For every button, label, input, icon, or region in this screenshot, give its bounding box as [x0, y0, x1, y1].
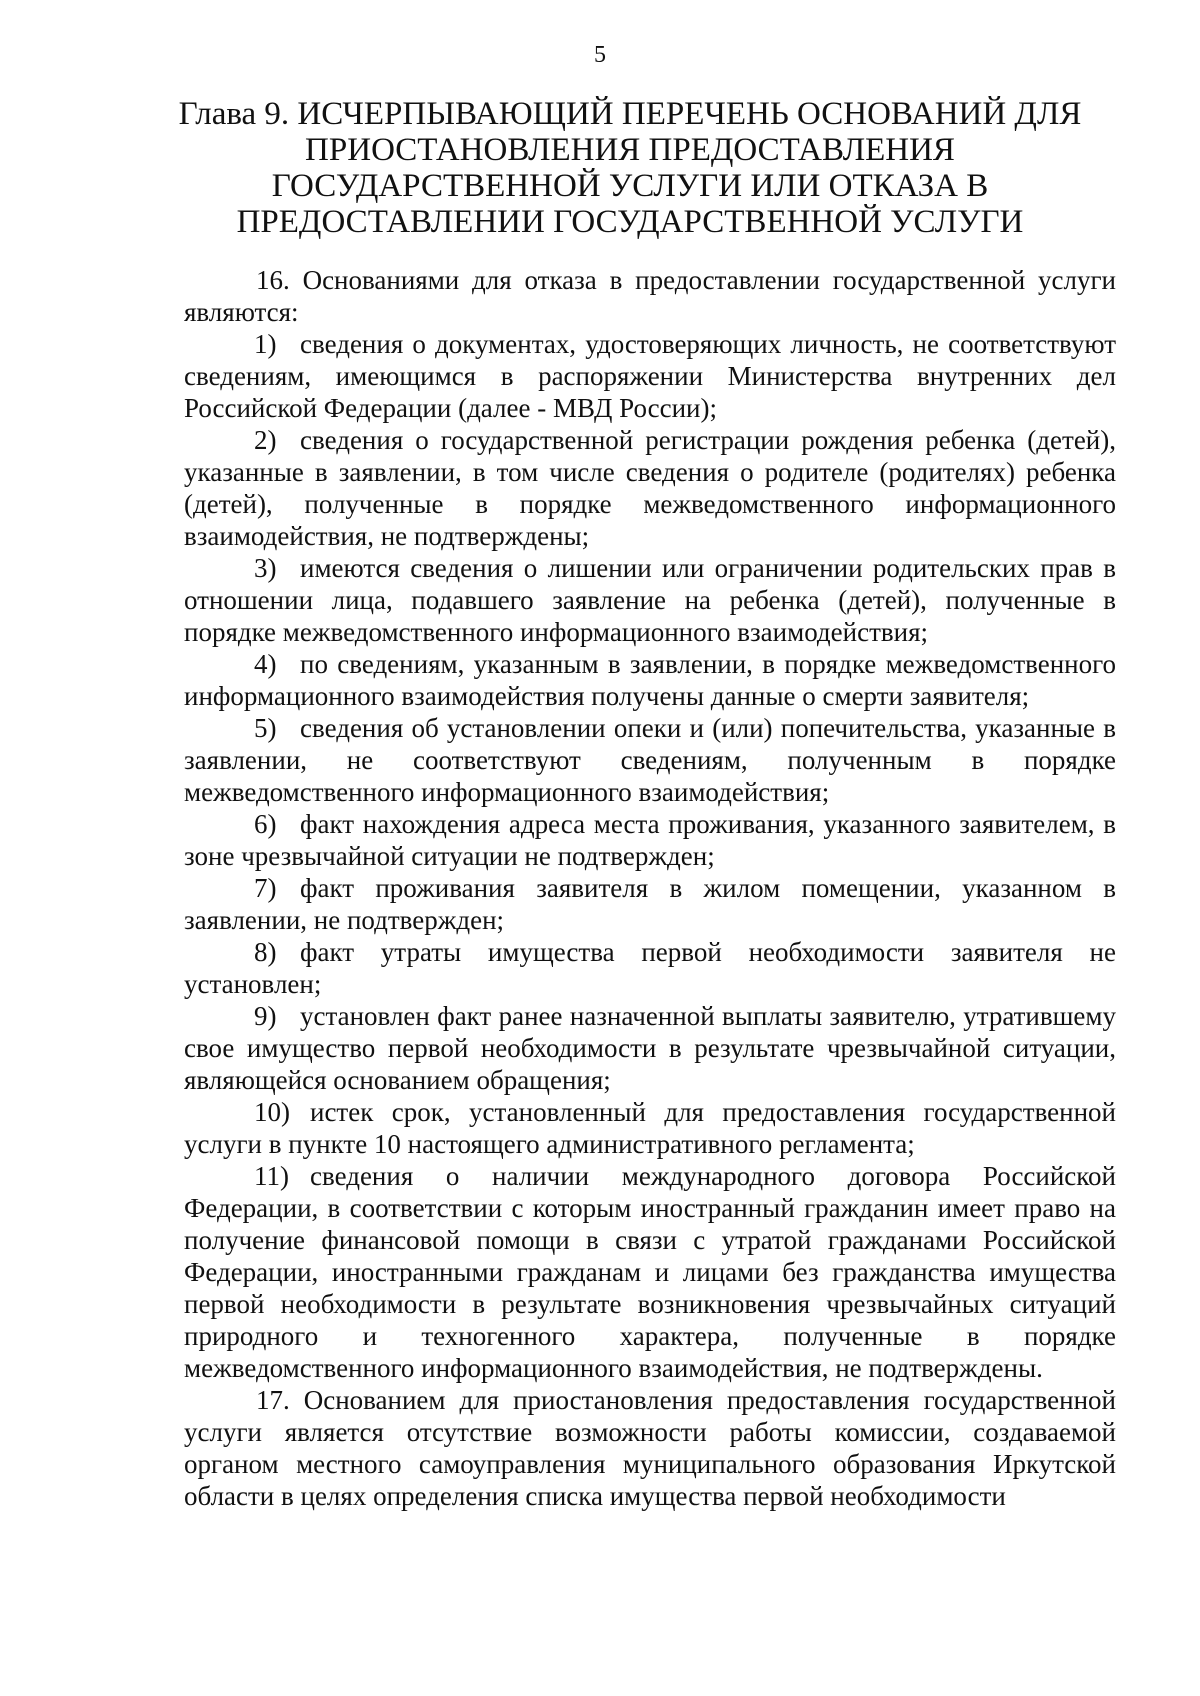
document-body: [184, 264, 1116, 1512]
list-item-text: по сведениям, указанным в заявлении, в порядке межведомственного информационного взаимодействия получены данные о смерти заявителя;: [184, 649, 1116, 711]
list-item-number: 11): [254, 1161, 289, 1191]
list-item-number: 1): [254, 329, 277, 359]
list-item-1: [184, 328, 1116, 424]
list-item-7: [184, 872, 1116, 936]
paragraph-text: 17. Основанием для приостановления предоставления государственной услуги является отсутствие возможности работы комиссии, создаваемой органом местного самоуправления муниципального образования Иркутской области в целях определения списка имущества первой необходимости: [184, 1385, 1116, 1511]
list-item-9: [184, 1000, 1116, 1096]
list-item-5: [184, 712, 1116, 808]
list-item-text: факт проживания заявителя в жилом помещении, указанном в заявлении, не подтвержден;: [184, 873, 1116, 935]
list-item-11: [184, 1160, 1116, 1384]
list-item-text: факт нахождения адреса места проживания, указанного заявителем, в зоне чрезвычайной ситуации не подтвержден;: [184, 809, 1116, 871]
list-item-text: сведения об установлении опеки и (или) попечительства, указанные в заявлении, не соответствуют сведениям, полученным в порядке межведомственного информационного взаимодействия;: [184, 713, 1116, 807]
list-item-text: сведения о государственной регистрации рождения ребенка (детей), указанные в заявлении, в том числе сведения о родителе (родителях) ребенка (детей), полученные в порядке межведомственного информационного взаимодействия, не подтверждены;: [184, 425, 1116, 551]
list-item-10: [184, 1096, 1116, 1160]
chapter-title: Глава 9. ИСЧЕРПЫВАЮЩИЙ ПЕРЕЧЕНЬ ОСНОВАНИЙ ДЛЯ ПРИОСТАНОВЛЕНИЯ ПРЕДОСТАВЛЕНИЯ ГОСУДАРСТВЕННОЙ УСЛУГИ ИЛИ ОТКАЗА В ПРЕДОСТАВЛЕНИИ ГОСУДАРСТВЕННОЙ УСЛУГИ: [178, 96, 1082, 240]
paragraph-text: 16. Основаниями для отказа в предоставлении государственной услуги являются:: [184, 265, 1116, 327]
list-item-number: 10): [254, 1097, 290, 1127]
list-item-text: факт утраты имущества первой необходимости заявителя не установлен;: [184, 937, 1116, 999]
list-item-text: имеются сведения о лишении или ограничении родительских прав в отношении лица, подавшего заявление на ребенка (детей), полученные в порядке межведомственного информационного взаимодействия;: [184, 553, 1116, 647]
paragraph-17: [184, 1384, 1116, 1512]
list-item-number: 6): [254, 809, 277, 839]
page-number: 5: [594, 42, 606, 68]
list-item-3: [184, 552, 1116, 648]
list-item-text: истек срок, установленный для предоставления государственной услуги в пункте 10 настоящего административного регламента;: [184, 1097, 1116, 1159]
list-item-text: установлен факт ранее назначенной выплаты заявителю, утратившему свое имущество первой необходимости в результате чрезвычайной ситуации, являющейся основанием обращения;: [184, 1001, 1116, 1095]
list-item-number: 2): [254, 425, 277, 455]
list-item-number: 5): [254, 713, 277, 743]
list-item-text: сведения о наличии международного договора Российской Федерации, в соответствии с которым иностранный гражданин имеет право на получение финансовой помощи в связи с утратой гражданами Российской Федерации, иностранными гражданам и лицами без гражданства имущества первой необходимости в результате возникновения чрезвычайных ситуаций природного и техногенного характера, полученные в порядке межведомственного информационного взаимодействия, не подтверждены.: [184, 1161, 1116, 1383]
list-item-number: 9): [254, 1001, 277, 1031]
paragraph-16: [184, 264, 1116, 328]
list-item-2: [184, 424, 1116, 552]
list-item-text: сведения о документах, удостоверяющих личность, не соответствуют сведениям, имеющимся в распоряжении Министерства внутренних дел Российской Федерации (далее - МВД России);: [184, 329, 1116, 423]
list-item-6: [184, 808, 1116, 872]
list-item-number: 8): [254, 937, 277, 967]
list-item-number: 4): [254, 649, 277, 679]
list-item-number: 7): [254, 873, 277, 903]
list-item-4: [184, 648, 1116, 712]
list-item-8: [184, 936, 1116, 1000]
list-item-number: 3): [254, 553, 277, 583]
